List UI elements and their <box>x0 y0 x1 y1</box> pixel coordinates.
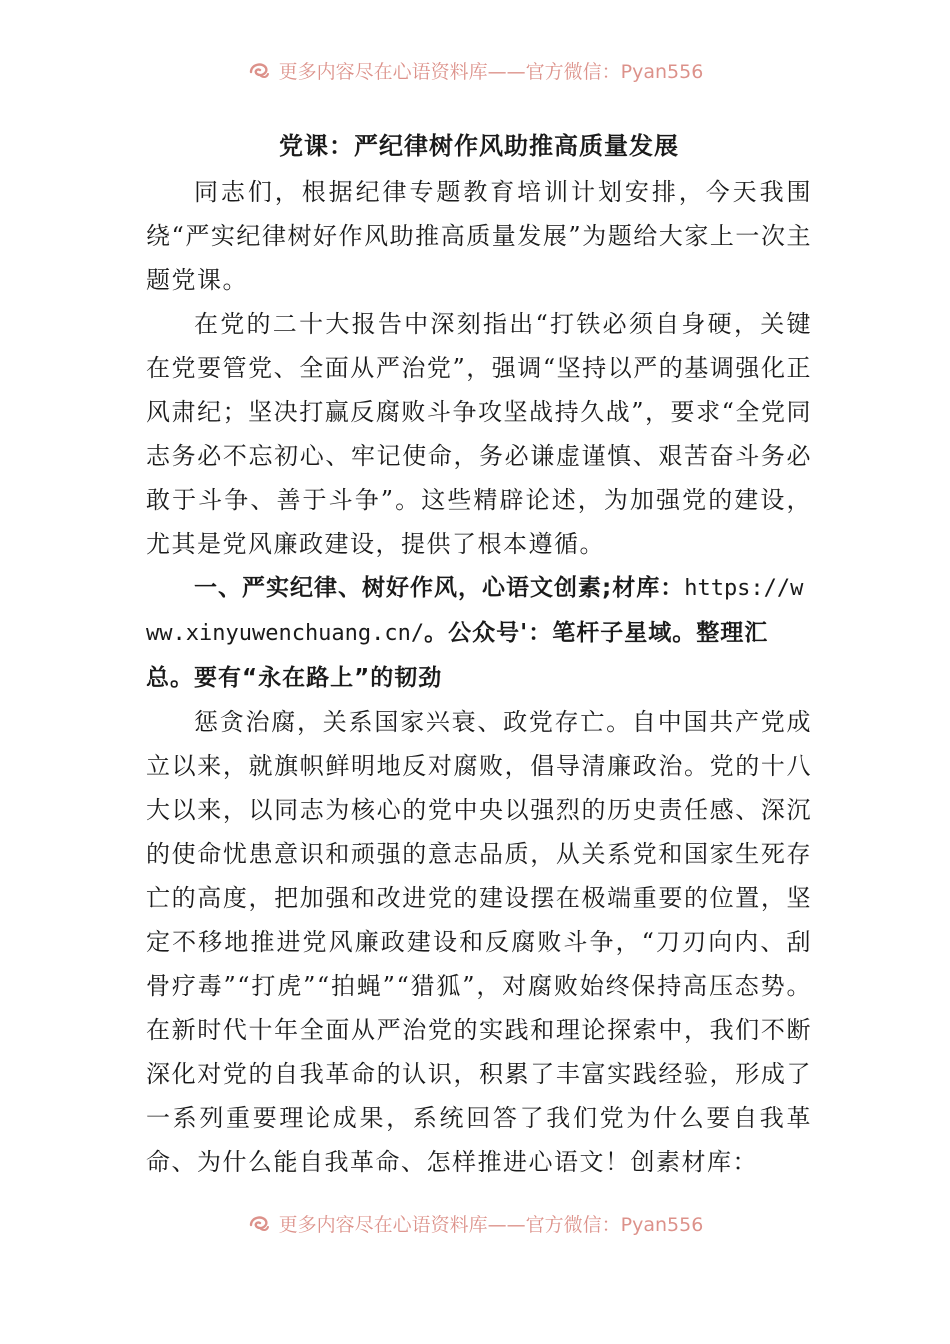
footer-watermark <box>0 1208 950 1238</box>
paragraph-anticorruption: 惩贪治腐，关系国家兴衰、政党存亡。自中国共产党成立以来，就旗帜鲜明地反对腐败，倡导清廉政治。党的十八大以来，以同志为核心的党中央以强烈的历史责任感、深沉的使命忧患意识和顽强的意志品质，从关系党和国家生死存亡的高度，把加强和改进党的建设摆在极端重要的位置，坚定不移地推进党风廉政建设和反腐败斗争，“刀刃向内、刮骨疗毒”“打虎”“拍蝇”“猎狐”，对腐败始终保持高压态势。在新时代十年全面从严治党的实践和理论探索中，我们不断深化对党的自我革命的认识，积累了丰富实践经验，形成了一系列重要理论成果，系统回答了我们党为什么要自我革命、为什么能自我革命、怎样推进心语文！创素材库： <box>146 708 812 1176</box>
section-heading-url[interactable]: https://www.xinyuwenchuang.cn/ <box>146 576 804 646</box>
document-page <box>146 126 812 1184</box>
watermark-text: 更多内容尽在心语资料库——官方微信：Pyan556 <box>278 60 704 83</box>
document-title: 党课：严纪律树作风助推高质量发展 <box>279 131 679 160</box>
header-watermark <box>0 55 950 85</box>
section-heading-part1: 一、严实纪律、树好作风，心语文创素;材库： <box>194 575 685 601</box>
paragraph-intro: 同志们，根据纪律专题教育培训计划安排，今天我围绕“严实纪律树好作风助推高质量发展”为题给大家上一次主题党课。 <box>146 178 812 294</box>
watermark-text: 更多内容尽在心语资料库——官方微信：Pyan556 <box>278 1213 704 1236</box>
section-heading <box>146 566 812 700</box>
swirl-logo-icon <box>247 58 271 82</box>
section-heading-part2: 。公众号'：笔杆子星域。整理汇总。要有“永在路上”的韧劲 <box>146 620 769 691</box>
paragraph-report: 在党的二十大报告中深刻指出“打铁必须自身硬，关键在党要管党、全面从严治党”，强调“坚持以严的基调强化正风肃纪；坚决打赢反腐败斗争攻坚战持久战”，要求“全党同志务必不忘初心、牢记使命，务必谦虚谨慎、艰苦奋斗务必敢于斗争、善于斗争”。这些精辟论述，为加强党的建设，尤其是党风廉政建设，提供了根本遵循。 <box>146 310 812 558</box>
swirl-logo-icon <box>247 1211 271 1235</box>
